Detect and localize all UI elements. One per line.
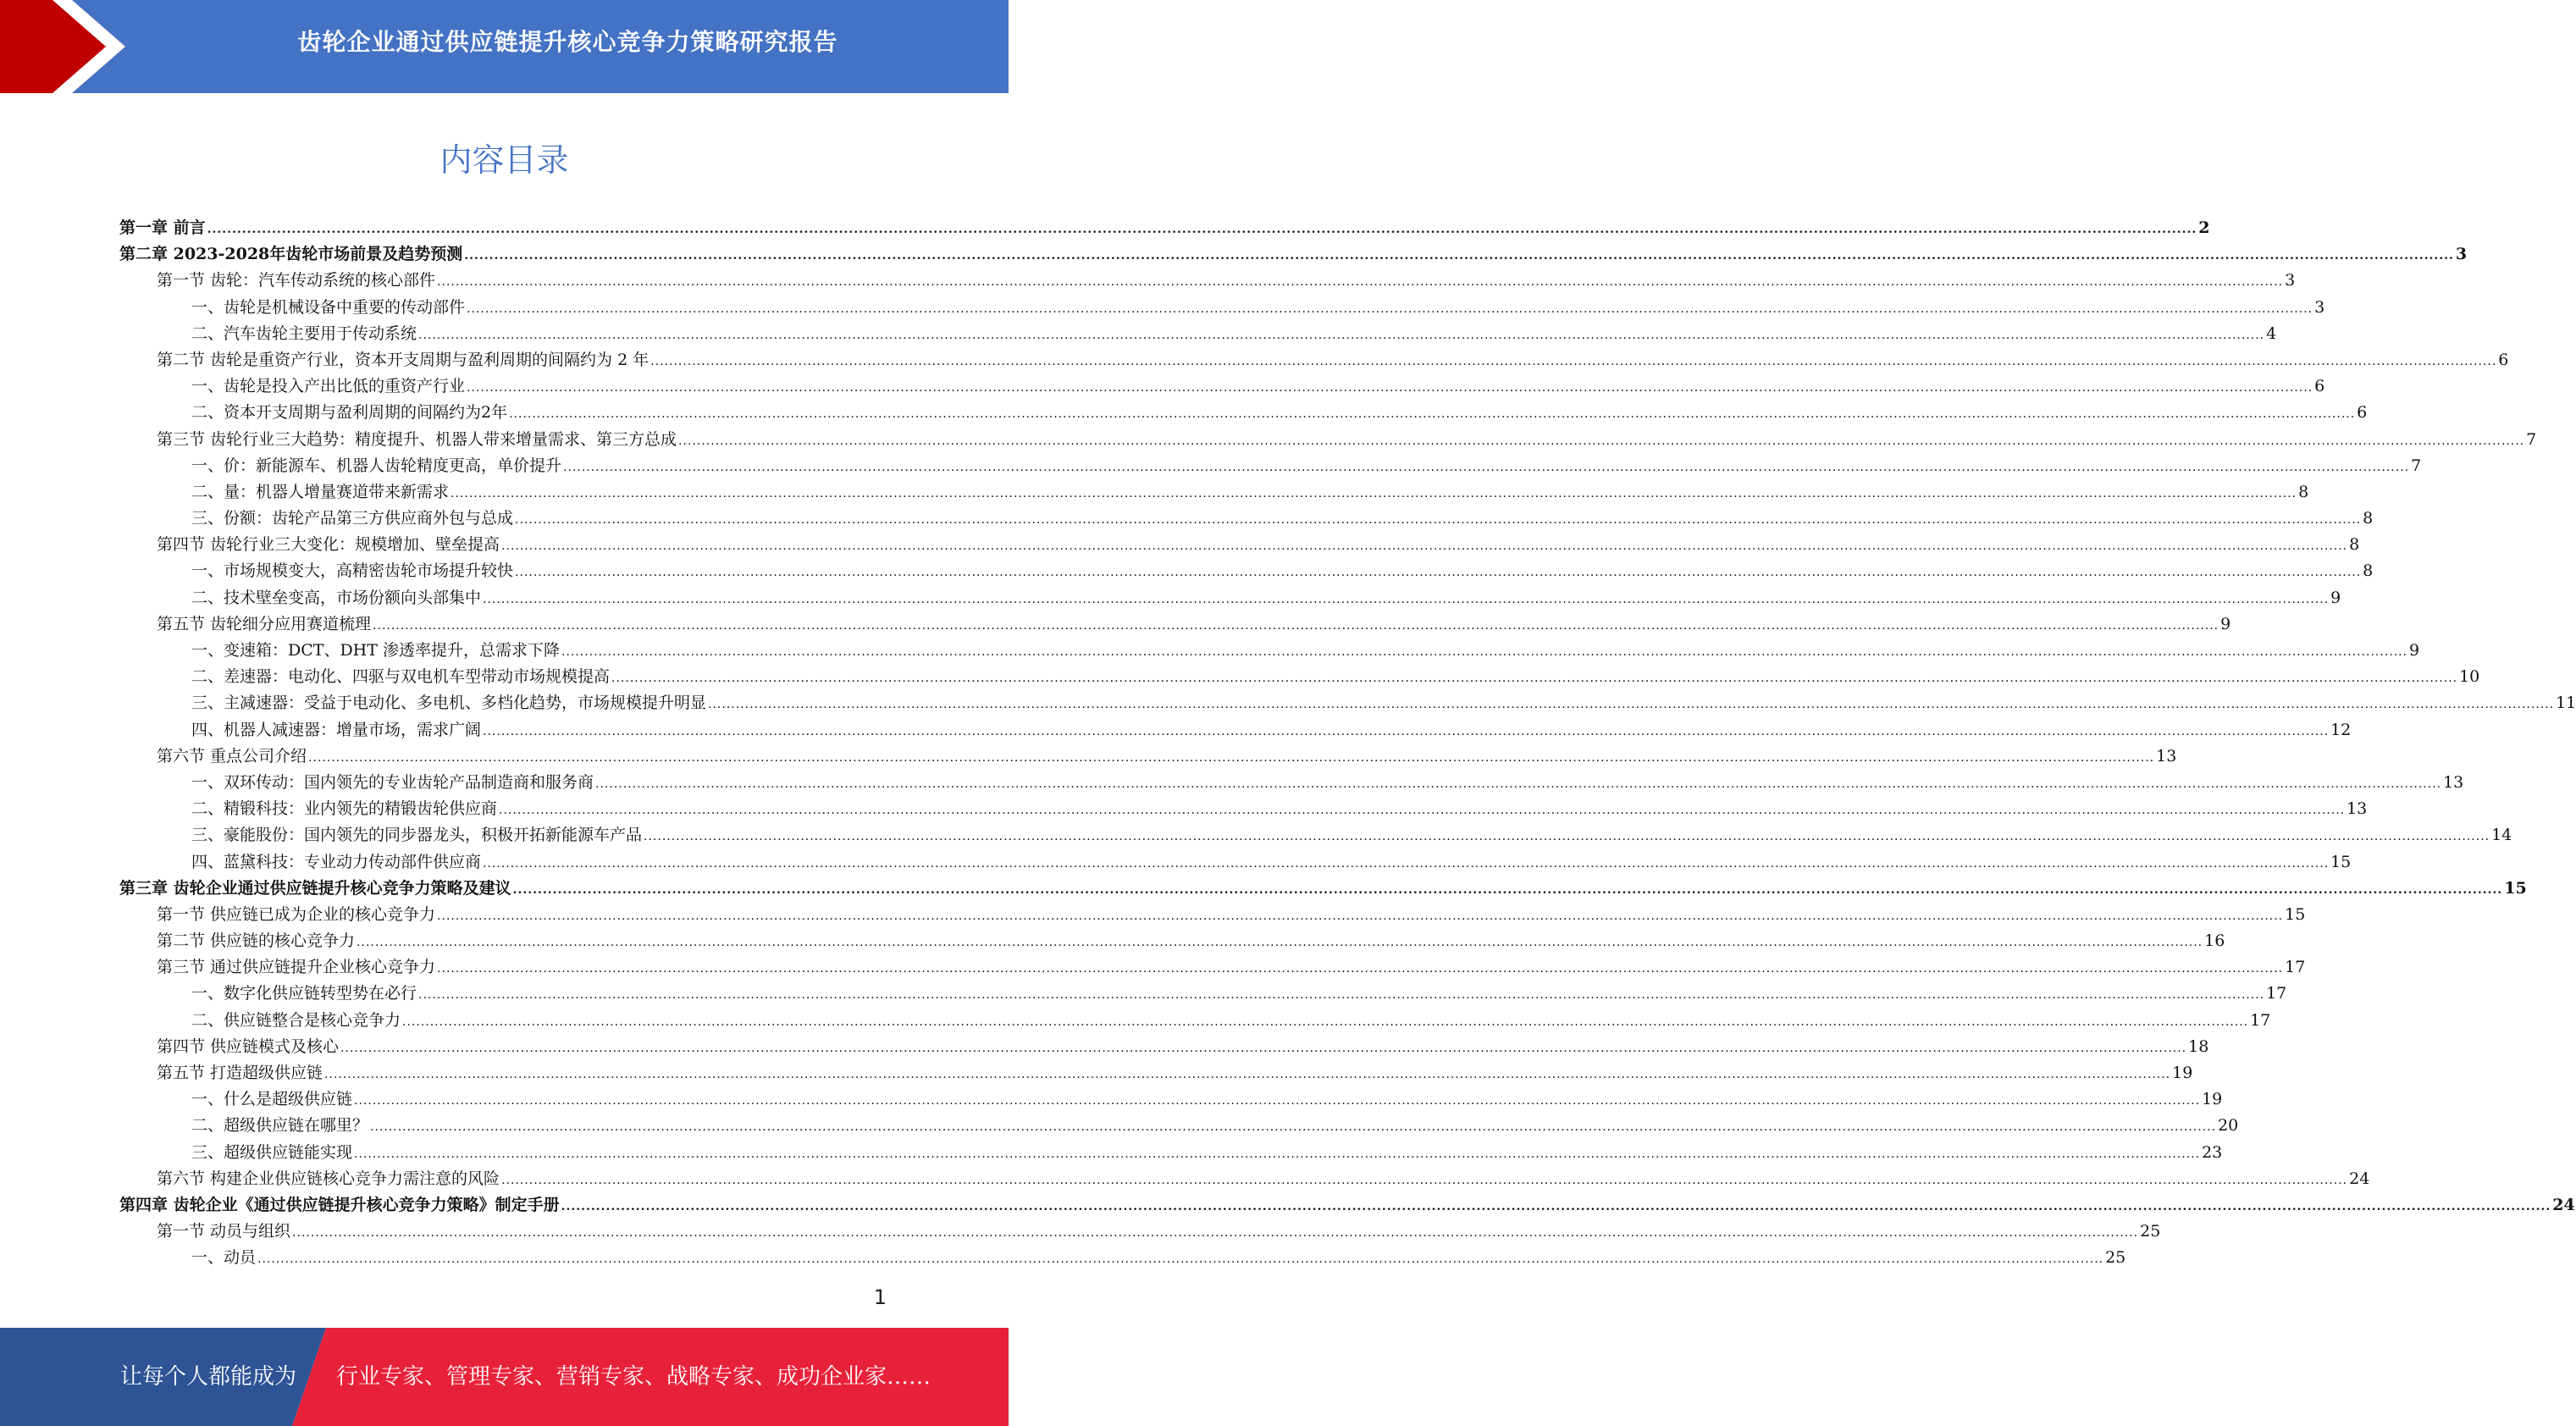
toc-leader-dots: ................................................................................................................................................................................................................................................................................................................................................................................................................ <box>402 1014 2249 1029</box>
toc-leader-dots: ................................................................................................................................................................................................................................................................................................................................................................................................................ <box>467 381 2313 395</box>
toc-leader-dots: ................................................................................................................................................................................................................................................................................................................................................................................................................ <box>611 672 2458 686</box>
toc-entry-title: 第一节 齿轮：汽车传动系统的核心部件 <box>157 271 436 290</box>
toc-section-entry[interactable] <box>119 1166 2370 1192</box>
toc-leader-dots: ................................................................................................................................................................................................................................................................................................................................................................................................................ <box>354 1094 2201 1108</box>
toc-page-number: 6 <box>2357 403 2368 423</box>
toc-subsection-entry[interactable] <box>119 585 2341 611</box>
toc-page-number: 20 <box>2218 1116 2239 1136</box>
toc-subsection-entry[interactable] <box>119 1086 2223 1113</box>
toc-entry-title: 二、供应链整合是核心竞争力 <box>191 1010 401 1030</box>
toc-section-entry[interactable] <box>119 1219 2161 1245</box>
toc-entry-title: 二、超级供应链在哪里？ <box>191 1116 369 1136</box>
toc-page-number: 25 <box>2140 1222 2161 1241</box>
toc-leader-dots: ................................................................................................................................................................................................................................................................................................................................................................................................................ <box>418 328 2265 342</box>
toc-section-entry[interactable] <box>119 532 2360 558</box>
toc-entry-title: 第五节 打造超级供应链 <box>157 1064 323 1082</box>
toc-subsection-entry[interactable] <box>119 1008 2271 1034</box>
footer-slogan-left: 让每个人都能成为 <box>120 1364 297 1390</box>
toc-leader-dots: ................................................................................................................................................................................................................................................................................................................................................................................................................ <box>561 645 2408 659</box>
toc-leader-dots: ................................................................................................................................................................................................................................................................................................................................................................................................................ <box>373 618 2219 633</box>
toc-chapter-entry[interactable] <box>119 241 2468 268</box>
toc-section-entry[interactable] <box>119 928 2225 954</box>
toc-page-number: 10 <box>2459 667 2480 687</box>
toc-section-entry[interactable] <box>119 1034 2209 1060</box>
toc-subsection-entry[interactable] <box>119 981 2287 1007</box>
toc-subsection-entry[interactable] <box>119 373 2325 400</box>
toc-subsection-entry[interactable] <box>119 321 2277 347</box>
toc-entry-title: 第四节 齿轮行业三大变化：规模增加、壁垒提高 <box>157 535 500 555</box>
toc-entry-title: 二、量：机器人增量赛道带来新需求 <box>191 482 450 501</box>
toc-entry-title: 第二章 2023-2028年齿轮市场前景及趋势预测 <box>119 245 463 264</box>
toc-subsection-entry[interactable] <box>119 638 2420 664</box>
toc-page-number: 13 <box>2443 772 2464 792</box>
toc-entry-title: 三、豪能股份：国内领先的同步器龙头，积极开拓新能源车产品 <box>191 826 643 845</box>
toc-entry-title: 二、汽车齿轮主要用于传动系统 <box>191 323 417 343</box>
toc-entry-title: 二、资本开支周期与盈利周期的间隔约为2年 <box>191 403 508 423</box>
toc-entry-title: 三、份额：齿轮产品第三方供应商外包与总成 <box>191 509 514 528</box>
toc-entry-title: 第三节 齿轮行业三大趋势：精度提升、机器人带来增量需求、第三方总成 <box>157 429 677 449</box>
toc-leader-dots: ................................................................................................................................................................................................................................................................................................................................................................................................................ <box>354 1147 2201 1161</box>
toc-entry-title: 二、精锻科技：业内领先的精锻齿轮供应商 <box>191 799 498 819</box>
toc-entry-title: 一、变速箱：DCT、DHT 渗透率提升，总需求下降 <box>191 641 560 660</box>
toc-entry-title: 四、机器人减速器：增量市场，需求广阔 <box>191 720 482 739</box>
toc-page-number: 11 <box>2556 694 2576 713</box>
toc-leader-dots: ................................................................................................................................................................................................................................................................................................................................................................................................................ <box>515 513 2362 528</box>
toc-page-number: 2 <box>2198 218 2210 237</box>
toc-leader-dots: ................................................................................................................................................................................................................................................................................................................................................................................................................ <box>418 988 2265 1003</box>
table-of-contents <box>119 215 2576 1272</box>
toc-entry-title: 一、齿轮是机械设备中重要的传动部件 <box>191 297 466 317</box>
toc-subsection-entry[interactable] <box>119 1245 2126 1271</box>
toc-entry-title: 三、超级供应链能实现 <box>191 1142 353 1162</box>
toc-entry-title: 二、差速器：电动化、四驱与双电机车型带动市场规模提高 <box>191 667 611 687</box>
toc-leader-dots: ................................................................................................................................................................................................................................................................................................................................................................................................................ <box>678 434 2525 448</box>
toc-heading: 内容目录 <box>439 141 569 179</box>
toc-entry-title: 一、动员 <box>191 1248 257 1268</box>
toc-entry-title: 四、蓝黛科技：专业动力传动部件供应商 <box>191 852 482 871</box>
toc-chapter-entry[interactable] <box>119 1192 2575 1219</box>
toc-leader-dots: ................................................................................................................................................................................................................................................................................................................................................................................................................ <box>451 486 2297 500</box>
toc-page-number: 6 <box>2498 350 2509 369</box>
toc-page-number: 15 <box>2285 904 2306 924</box>
toc-leader-dots: ................................................................................................................................................................................................................................................................................................................................................................................................................ <box>437 962 2284 976</box>
toc-leader-dots: ................................................................................................................................................................................................................................................................................................................................................................................................................ <box>464 249 2454 263</box>
toc-chapter-entry[interactable] <box>119 876 2527 902</box>
toc-subsection-entry[interactable] <box>119 770 2464 796</box>
toc-page-number: 3 <box>2455 245 2468 264</box>
toc-leader-dots: ................................................................................................................................................................................................................................................................................................................................................................................................................ <box>483 592 2330 606</box>
toc-entry-title: 第三章 齿轮企业通过供应链提升核心竞争力策略及建议 <box>119 878 511 898</box>
toc-page-number: 3 <box>2314 297 2325 317</box>
toc-entry-title: 第二节 供应链的核心竞争力 <box>157 931 356 951</box>
toc-leader-dots: ................................................................................................................................................................................................................................................................................................................................................................................................................ <box>324 1068 2171 1081</box>
toc-subsection-entry[interactable] <box>119 400 2368 426</box>
toc-leader-dots: ................................................................................................................................................................................................................................................................................................................................................................................................................ <box>515 566 2362 580</box>
toc-page-number: 6 <box>2314 377 2325 396</box>
toc-leader-dots: ................................................................................................................................................................................................................................................................................................................................................................................................................ <box>509 407 2356 422</box>
toc-subsection-entry[interactable] <box>119 453 2422 479</box>
toc-page-number: 16 <box>2204 931 2225 951</box>
toc-chapter-entry[interactable] <box>119 215 2210 241</box>
toc-page-number: 7 <box>2411 456 2422 475</box>
toc-page-number: 9 <box>2330 588 2341 607</box>
toc-subsection-entry[interactable] <box>119 796 2368 822</box>
toc-page-number: 24 <box>2552 1195 2575 1214</box>
toc-section-entry[interactable] <box>119 347 2509 373</box>
toc-section-entry[interactable] <box>119 902 2306 928</box>
toc-entry-title: 一、什么是超级供应链 <box>191 1090 353 1109</box>
toc-entry-title: 第四节 供应链模式及核心 <box>157 1036 340 1056</box>
toc-subsection-entry[interactable] <box>119 1113 2239 1139</box>
toc-leader-dots: ................................................................................................................................................................................................................................................................................................................................................................................................................ <box>483 724 2330 738</box>
toc-entry-title: 第一节 动员与组织 <box>157 1222 291 1241</box>
toc-leader-dots: ................................................................................................................................................................................................................................................................................................................................................................................................................ <box>499 804 2346 818</box>
toc-leader-dots: ................................................................................................................................................................................................................................................................................................................................................................................................................ <box>257 1252 2104 1267</box>
toc-entry-title: 一、双环传动：国内领先的专业齿轮产品制造商和服务商 <box>191 772 594 792</box>
toc-subsection-entry[interactable] <box>119 690 2576 716</box>
toc-entry-title: 第三节 通过供应链提升企业核心竞争力 <box>157 958 436 977</box>
toc-page-number: 15 <box>2330 852 2352 871</box>
toc-page-number: 3 <box>2285 271 2296 290</box>
toc-entry-title: 三、主减速器：受益于电动化、多电机、多档化趋势，市场规模提升明显 <box>191 694 707 713</box>
toc-leader-dots: ................................................................................................................................................................................................................................................................................................................................................................................................................ <box>357 936 2203 950</box>
toc-subsection-entry[interactable] <box>119 822 2512 848</box>
toc-subsection-entry[interactable] <box>119 664 2480 690</box>
toc-page-number: 8 <box>2363 509 2374 528</box>
toc-entry-title: 第一节 供应链已成为企业的核心竞争力 <box>157 904 436 924</box>
toc-entry-title: 一、市场规模变大，高精密齿轮市场提升较快 <box>191 561 514 581</box>
toc-entry-title: 第二节 齿轮是重资产行业，资本开支周期与盈利周期的间隔约为 2 年 <box>157 350 650 369</box>
toc-subsection-entry[interactable] <box>119 717 2352 743</box>
toc-page-number: 24 <box>2349 1169 2370 1188</box>
toc-page-number: 18 <box>2188 1036 2209 1056</box>
toc-leader-dots: ................................................................................................................................................................................................................................................................................................................................................................................................................ <box>708 698 2555 712</box>
report-title: 齿轮企业通过供应链提升核心竞争力策略研究报告 <box>297 28 838 56</box>
toc-entry-title: 第六节 构建企业供应链核心竞争力需注意的风险 <box>157 1169 500 1188</box>
header-banner <box>0 0 1009 93</box>
toc-page-number: 19 <box>2172 1064 2193 1082</box>
toc-page-number: 4 <box>2266 323 2277 343</box>
toc-subsection-entry[interactable] <box>119 1140 2223 1166</box>
toc-entry-title: 一、数字化供应链转型势在必行 <box>191 984 417 1003</box>
toc-entry-title: 第六节 重点公司介绍 <box>157 746 307 766</box>
toc-leader-dots: ................................................................................................................................................................................................................................................................................................................................................................................................................ <box>501 539 2348 554</box>
toc-section-entry[interactable] <box>119 268 2296 294</box>
toc-page-number: 17 <box>2250 1010 2271 1030</box>
toc-subsection-entry[interactable] <box>119 558 2374 584</box>
toc-page-number: 13 <box>2347 799 2368 819</box>
toc-entry-title: 一、齿轮是投入产出比低的重资产行业 <box>191 377 466 396</box>
toc-page-number: 19 <box>2202 1090 2223 1109</box>
toc-page-number: 9 <box>2220 614 2231 633</box>
toc-leader-dots: ................................................................................................................................................................................................................................................................................................................................................................................................................ <box>650 354 2497 368</box>
toc-entry-title: 一、价：新能源车、机器人齿轮精度更高，单价提升 <box>191 456 562 475</box>
toc-section-entry[interactable] <box>119 611 2231 638</box>
toc-leader-dots: ................................................................................................................................................................................................................................................................................................................................................................................................................ <box>207 223 2197 236</box>
toc-page-number: 17 <box>2266 984 2287 1003</box>
toc-page-number: 8 <box>2363 561 2374 581</box>
toc-section-entry[interactable] <box>119 743 2177 770</box>
toc-leader-dots: ................................................................................................................................................................................................................................................................................................................................................................................................................ <box>563 460 2410 474</box>
toc-entry-title: 第五节 齿轮细分应用赛道梳理 <box>157 614 372 633</box>
toc-page-number: 13 <box>2156 746 2177 766</box>
toc-leader-dots: ................................................................................................................................................................................................................................................................................................................................................................................................................ <box>512 882 2503 897</box>
toc-page-number: 12 <box>2330 720 2352 739</box>
toc-leader-dots: ................................................................................................................................................................................................................................................................................................................................................................................................................ <box>292 1226 2139 1241</box>
toc-page-number: 8 <box>2298 482 2309 501</box>
toc-page-number: 9 <box>2409 641 2420 660</box>
page-number: 1 <box>873 1285 887 1309</box>
toc-subsection-entry[interactable] <box>119 295 2325 321</box>
toc-leader-dots: ................................................................................................................................................................................................................................................................................................................................................................................................................ <box>595 777 2442 791</box>
toc-leader-dots: ................................................................................................................................................................................................................................................................................................................................................................................................................ <box>340 1041 2187 1055</box>
toc-leader-dots: ................................................................................................................................................................................................................................................................................................................................................................................................................ <box>467 301 2313 316</box>
toc-page-number: 8 <box>2349 535 2360 555</box>
toc-leader-dots: ................................................................................................................................................................................................................................................................................................................................................................................................................ <box>644 830 2490 844</box>
toc-subsection-entry[interactable] <box>119 479 2309 506</box>
toc-leader-dots: ................................................................................................................................................................................................................................................................................................................................................................................................................ <box>501 1173 2348 1187</box>
toc-leader-dots: ................................................................................................................................................................................................................................................................................................................................................................................................................ <box>483 856 2330 871</box>
toc-leader-dots: ................................................................................................................................................................................................................................................................................................................................................................................................................ <box>437 909 2284 923</box>
toc-section-entry[interactable] <box>119 427 2537 453</box>
toc-entry-title: 二、技术壁垒变高，市场份额向头部集中 <box>191 588 482 607</box>
toc-section-entry[interactable] <box>119 954 2306 981</box>
toc-entry-title: 第一章 前言 <box>119 218 206 237</box>
toc-entry-title: 第四章 齿轮企业《通过供应链提升核心竞争力策略》制定手册 <box>119 1195 560 1214</box>
toc-page-number: 23 <box>2202 1142 2223 1162</box>
footer-slogan-right: 行业专家、管理专家、营销专家、战略专家、成功企业家…… <box>336 1364 931 1390</box>
toc-page-number: 17 <box>2285 958 2306 977</box>
toc-page-number: 7 <box>2526 429 2537 449</box>
toc-subsection-entry[interactable] <box>119 849 2352 876</box>
toc-page-number: 25 <box>2105 1248 2126 1268</box>
footer-banner <box>0 1328 1009 1426</box>
toc-subsection-entry[interactable] <box>119 506 2374 532</box>
toc-page-number: 14 <box>2491 826 2512 845</box>
toc-section-entry[interactable] <box>119 1060 2193 1086</box>
toc-leader-dots: ................................................................................................................................................................................................................................................................................................................................................................................................................ <box>370 1120 2217 1135</box>
toc-leader-dots: ................................................................................................................................................................................................................................................................................................................................................................................................................ <box>561 1199 2551 1213</box>
toc-leader-dots: ................................................................................................................................................................................................................................................................................................................................................................................................................ <box>437 275 2284 290</box>
toc-leader-dots: ................................................................................................................................................................................................................................................................................................................................................................................................................ <box>308 750 2155 765</box>
toc-page-number: 15 <box>2504 878 2527 898</box>
